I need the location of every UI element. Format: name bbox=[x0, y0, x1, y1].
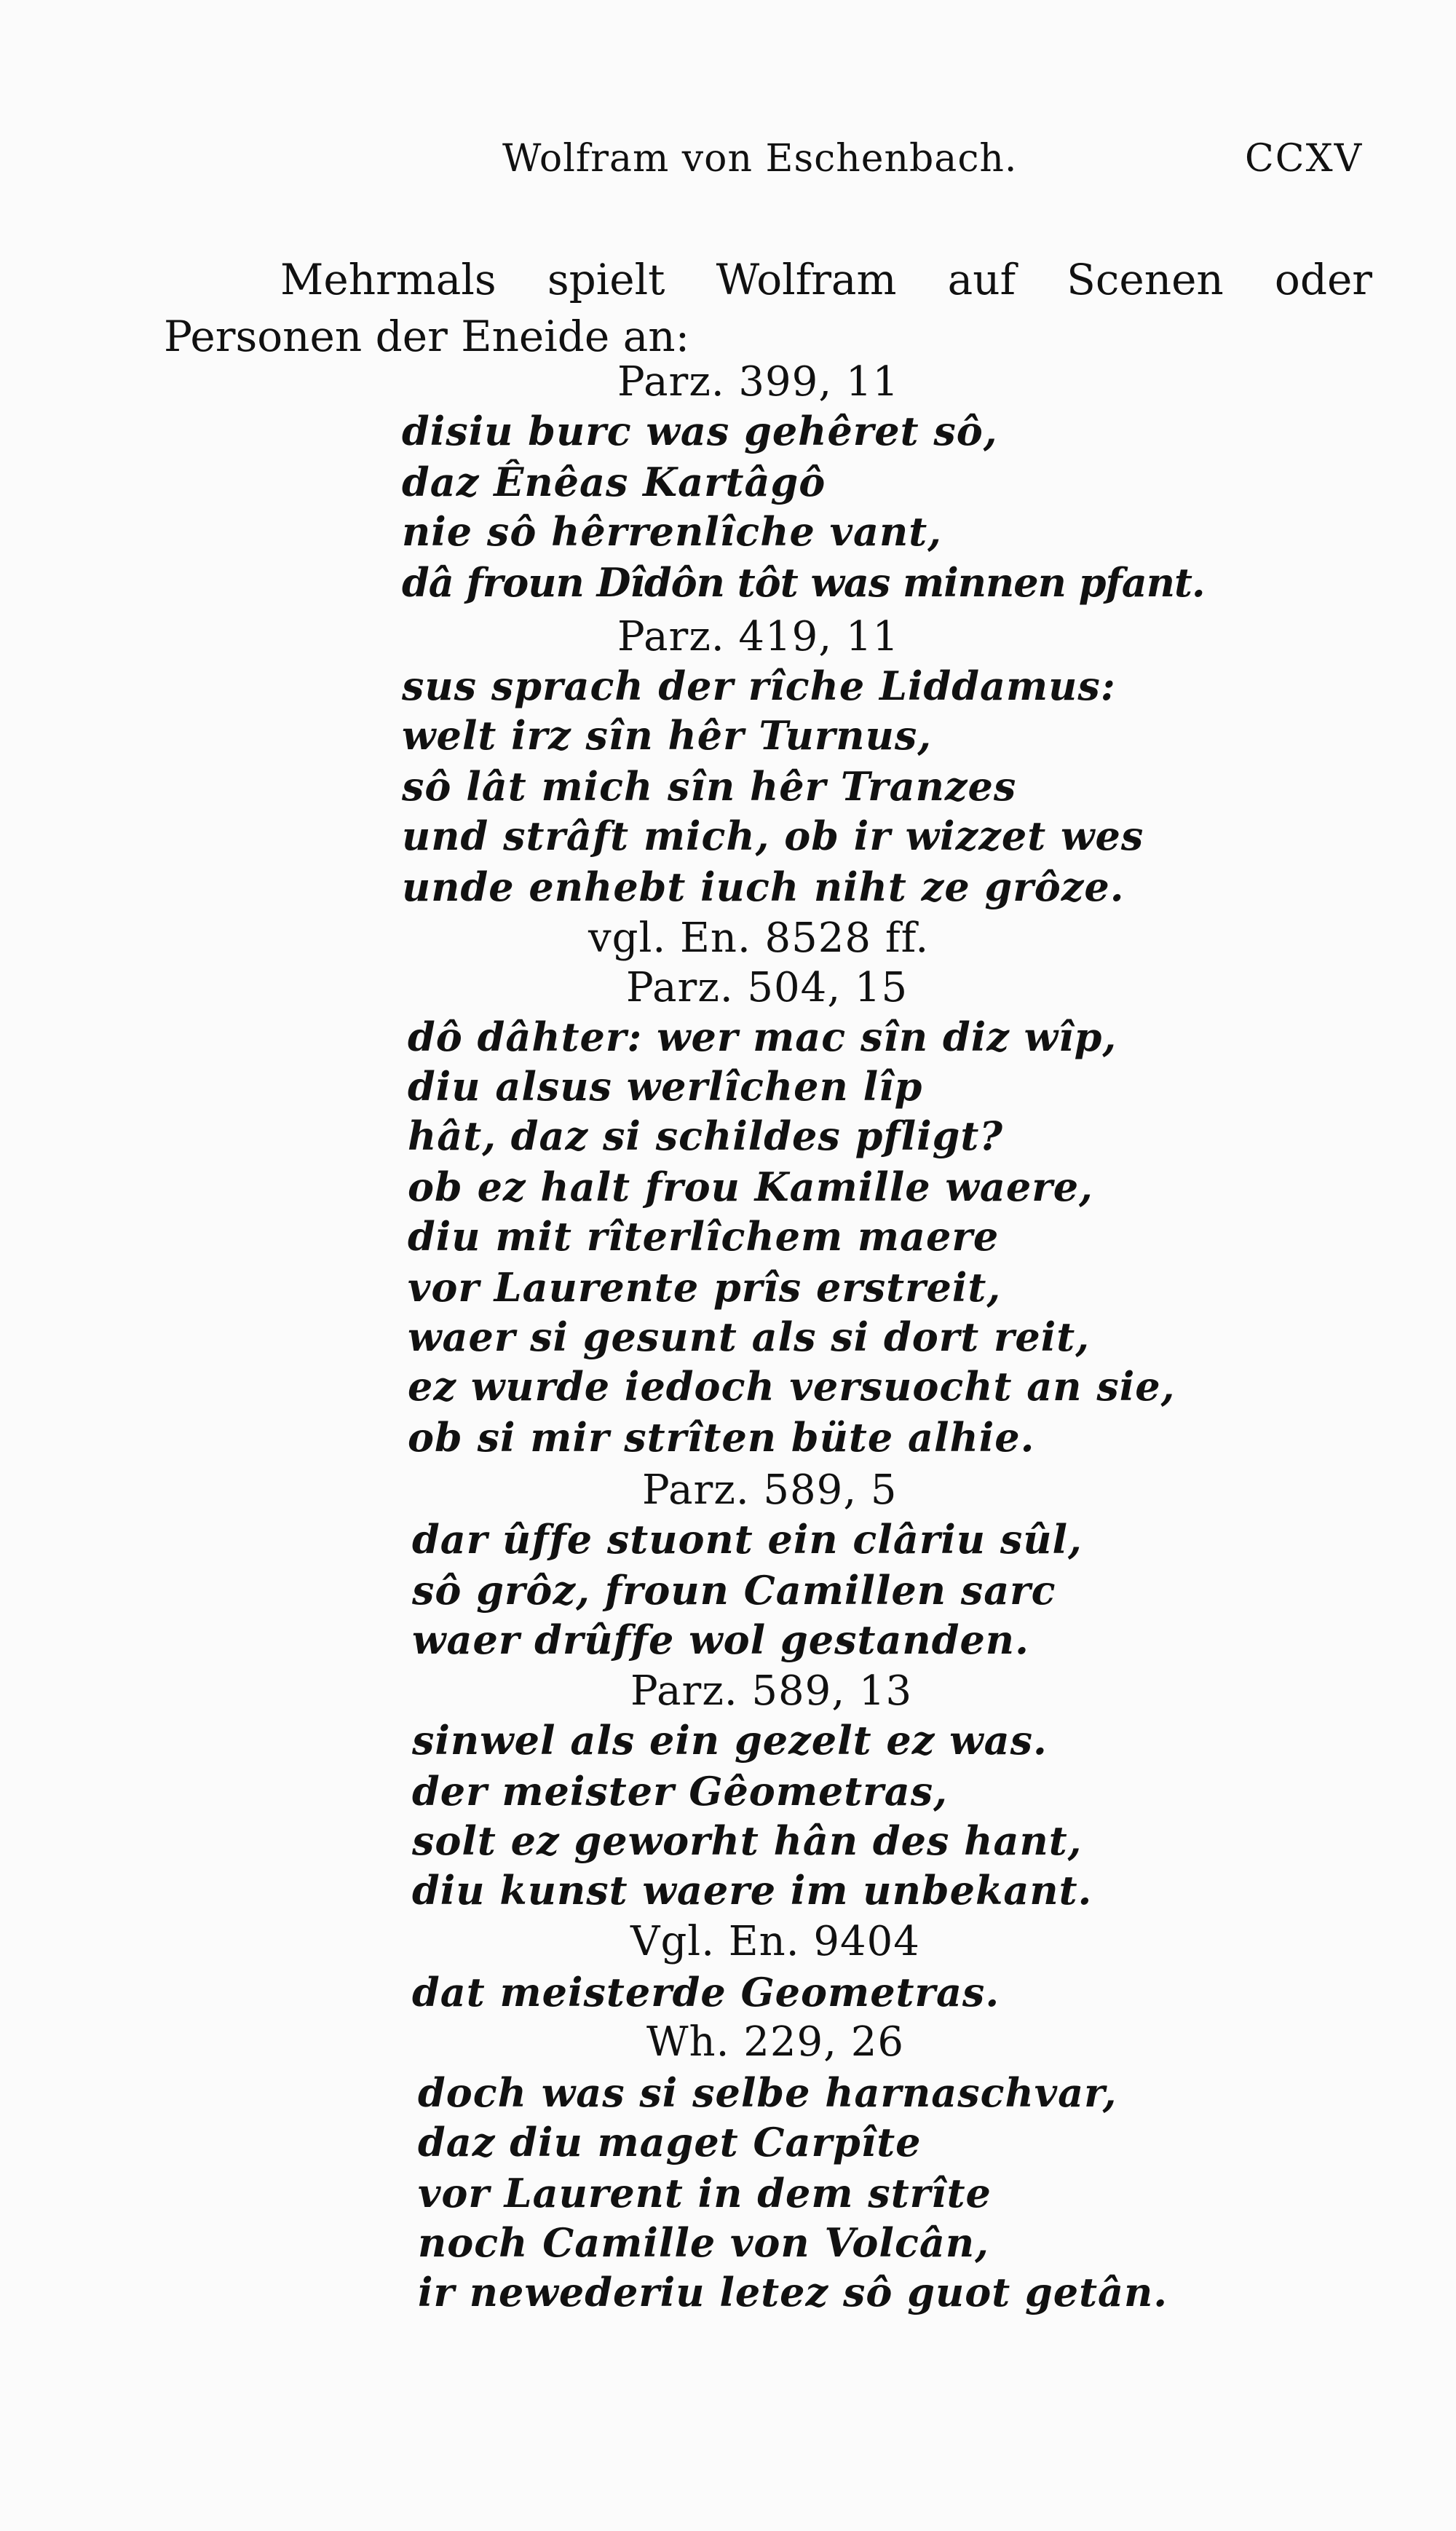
section-heading: Parz. 419, 11 bbox=[617, 613, 900, 660]
verse-line: diu kunst waere im unbekant. bbox=[412, 1867, 1093, 1914]
verse-line: sô lât mich sîn hêr Tranzes bbox=[402, 763, 1017, 810]
section-heading: Parz. 589, 5 bbox=[642, 1466, 898, 1514]
verse-line: doch was si selbe harnaschvar, bbox=[418, 2069, 1117, 2116]
verse-line: sus sprach der rîche Liddamus: bbox=[402, 663, 1116, 709]
verse-line: daz Ênêas Kartâgô bbox=[402, 459, 826, 505]
verse-line: nie sô hêrrenlîche vant, bbox=[402, 508, 942, 555]
section-heading: Parz. 399, 11 bbox=[617, 358, 900, 406]
verse-line: daz diu maget Carpîte bbox=[418, 2119, 922, 2165]
intro-paragraph: Mehrmals spielt Wolfram auf Scenen oder Personen der Eneide an: bbox=[164, 255, 1372, 361]
verse-line: vor Laurente prîs erstreit, bbox=[408, 1264, 1002, 1311]
section-heading: Vgl. En. 9404 bbox=[630, 1918, 920, 1965]
verse-line: der meister Gêometras, bbox=[412, 1768, 948, 1815]
verse-line: dat meisterde Geometras. bbox=[412, 1969, 1000, 2015]
verse-line: dar ûffe stuont ein clâriu sûl, bbox=[412, 1516, 1083, 1563]
page-header bbox=[0, 137, 1456, 195]
verse-line: noch Camille von Volcân, bbox=[418, 2219, 989, 2266]
section-heading: Parz. 504, 15 bbox=[626, 964, 909, 1011]
verse-line: sô grôz, froun Camillen sarc bbox=[412, 1567, 1056, 1614]
verse-line: dô dâhter: wer mac sîn diz wîp, bbox=[408, 1014, 1117, 1060]
verse-line: unde enhebt iuch niht ze grôze. bbox=[402, 864, 1125, 910]
verse-line: und strâft mich, ob ir wizzet wes bbox=[402, 813, 1144, 859]
verse-line: diu mit rîterlîchem maere bbox=[408, 1213, 1000, 1260]
section-heading: vgl. En. 8528 ff. bbox=[588, 915, 930, 962]
verse-line: ob si mir strîten büte alhie. bbox=[408, 1414, 1035, 1461]
verse-line: waer drûffe wol gestanden. bbox=[412, 1616, 1029, 1663]
verse-line: waer si gesunt als si dort reit, bbox=[408, 1314, 1091, 1360]
verse-line: welt irz sîn hêr Turnus, bbox=[402, 712, 933, 759]
verse-line: vor Laurent in dem strîte bbox=[418, 2170, 992, 2216]
verse-line: diu alsus werlîchen lîp bbox=[408, 1063, 923, 1110]
verse-line: dâ froun Dîdôn tôt was minnen pfant. bbox=[402, 559, 1205, 606]
verse-line: ez wurde iedoch versuocht an sie, bbox=[408, 1363, 1176, 1410]
section-heading: Wh. 229, 26 bbox=[646, 2018, 904, 2066]
section-heading: Parz. 589, 13 bbox=[630, 1667, 913, 1715]
verse-line: solt ez geworht hân des hant, bbox=[412, 1817, 1083, 1864]
verse-line: sinwel als ein gezelt ez was. bbox=[412, 1717, 1048, 1764]
verse-line: ob ez halt frou Kamille waere, bbox=[408, 1164, 1093, 1210]
page-number: CCXV bbox=[1245, 137, 1364, 181]
running-title: Wolfram von Eschenbach. bbox=[502, 137, 1018, 181]
verse-line: disiu burc was gehêret sô, bbox=[402, 408, 998, 454]
verse-line: hât, daz si schildes pfligt? bbox=[408, 1113, 1003, 1159]
verse-line: ir newederiu letez sô guot getân. bbox=[418, 2269, 1168, 2315]
